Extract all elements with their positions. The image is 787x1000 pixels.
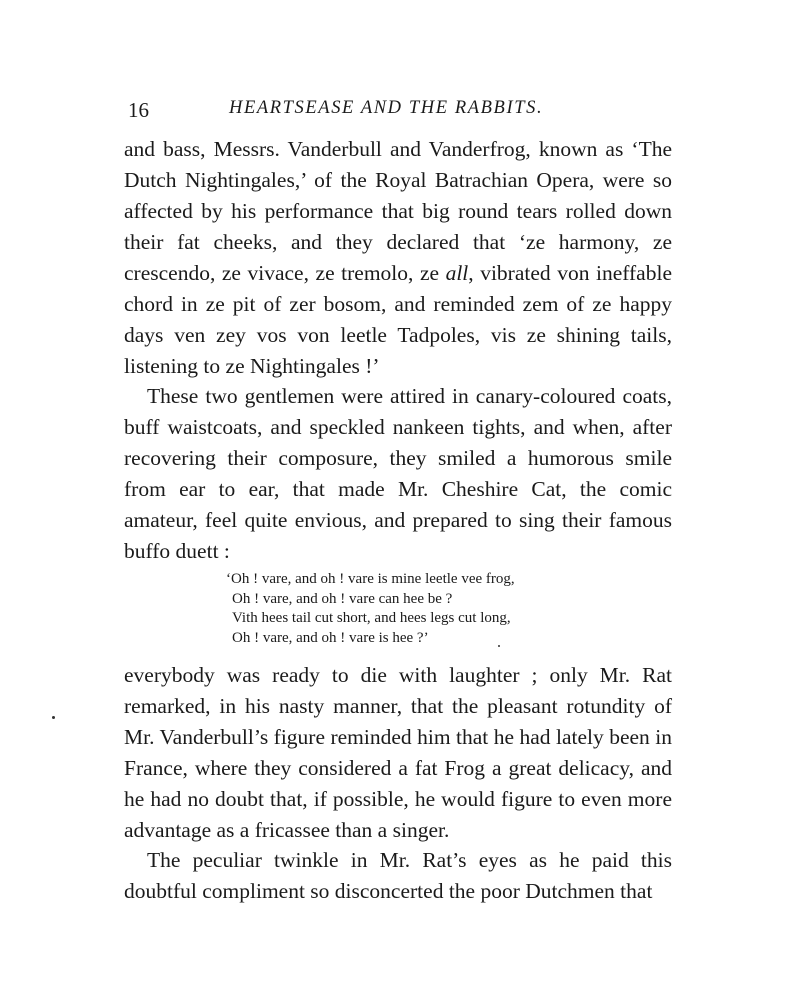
page-number: 16 — [128, 98, 149, 122]
paragraph-1 — [124, 134, 672, 382]
paragraph-1-text-b: , vibrated von ineffable chord in ze pit of zer bosom, and reminded zem of ze happy days ven zey vos von leetle Tadpoles, vis ze shining tails, listening to ze Nightingales !’ — [124, 261, 672, 378]
verse-line: ‘Oh ! vare, and oh ! vare is mine leetle vee frog, — [226, 571, 515, 587]
verse-line: Oh ! vare, and oh ! vare can hee be ? — [232, 590, 453, 607]
page-speck — [52, 716, 55, 719]
paragraph-3: everybody was ready to die with laughter ; only Mr. Rat remarked, in his nasty manner, that the pleasant rotundity of Mr. Vanderbull’s figure reminded him that he had lately been in France, where they considered a fat Frog a great delicacy, and he had no doubt that, if possible, he would figure to even more advantage as a fricassee than a singer. — [124, 663, 672, 842]
verse-line: Vith hees tail cut short, and hees legs cut long, — [232, 610, 511, 626]
paragraph-4: The peculiar twinkle in Mr. Rat’s eyes as he paid this doubtful compliment so disconcerted the poor Dutchmen that — [124, 848, 672, 903]
verse — [226, 570, 515, 648]
verse-line: Oh ! vare, and oh ! vare is hee ?’ — [232, 629, 429, 646]
paragraph-1-text-a: and bass, Messrs. Vanderbull and Vanderfrog, known as ‘The Dutch Nightingales,’ of the Royal Batrachian Opera, were so affected by his performance that big round tears rolled down their fat cheeks, and they declared that ‘ze harmony, ze crescendo, ze vivace, ze tremolo, ze — [124, 137, 672, 285]
paragraph-2: These two gentlemen were attired in canary-coloured coats, buff waistcoats, and speckled nankeen tights, and when, after recovering their composure, they smiled a humorous smile from ear to ear, that made Mr. Cheshire Cat, the comic amateur, feel quite envious, and prepared to sing their famous buffo duett : — [124, 384, 672, 563]
emphasis-all: all — [445, 261, 469, 285]
page-speck — [498, 645, 500, 647]
running-head: HEARTSEASE AND THE RABBITS. — [229, 98, 544, 118]
